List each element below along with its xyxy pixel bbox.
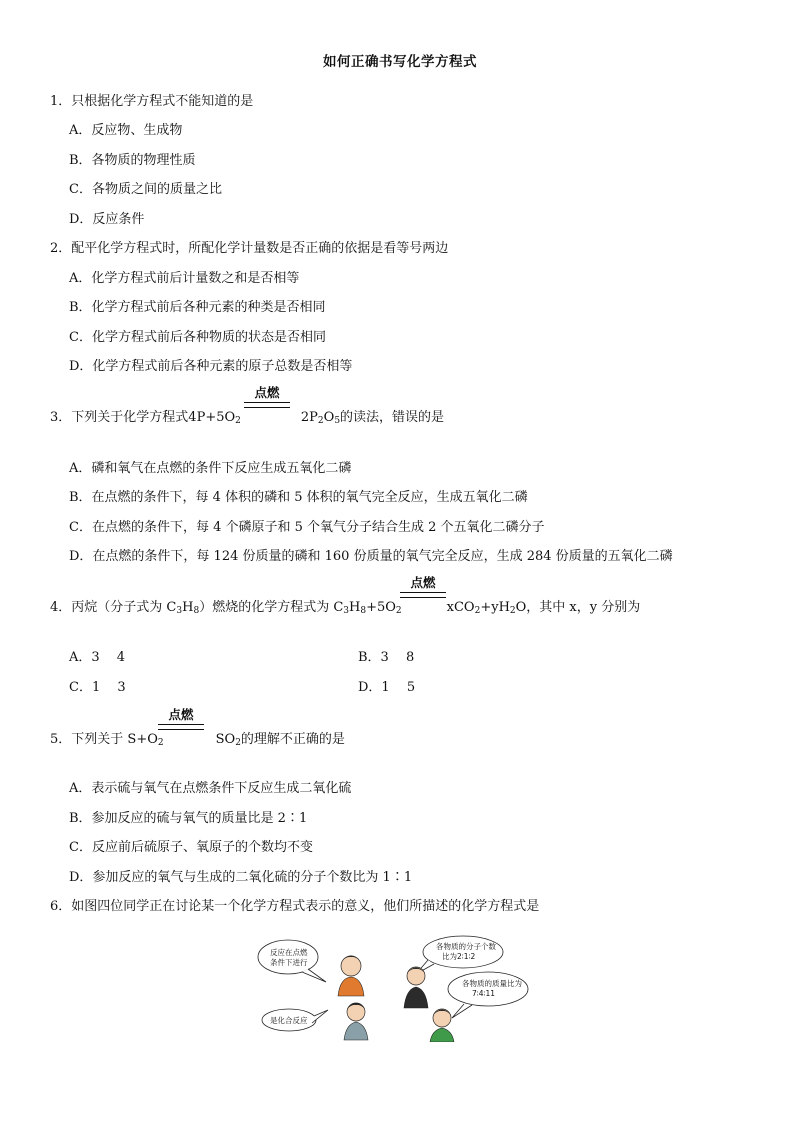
svg-text:各物质的分子个数: 各物质的分子个数 [436, 942, 496, 951]
question-number: 5． [50, 732, 72, 747]
reaction-condition [158, 705, 204, 730]
question-number: 6． [50, 899, 72, 914]
student-2 [404, 967, 428, 1008]
q5-option-c[interactable]: C．反应前后硫原子、氧原子的个数均不变 [69, 840, 313, 855]
q2-option-a[interactable]: A．化学方程式前后计量数之和是否相等 [69, 271, 300, 286]
q1-option-a[interactable]: A．反应物、生成物 [69, 123, 183, 138]
speech-bubble-1 [258, 940, 326, 982]
svg-text:条件下进行: 条件下进行 [270, 958, 308, 967]
q3-option-d[interactable]: D．在点燃的条件下，每 124 份质量的磷和 160 份质量的氧气完全反应，生成 284 份质量的五氧化二磷 [69, 549, 673, 564]
equals-sign [158, 724, 204, 730]
svg-text:比为2∶1∶2: 比为2∶1∶2 [442, 952, 476, 961]
q5-option-b[interactable]: B．参加反应的硫与氧气的质量比是 2∶1 [69, 811, 308, 826]
svg-text:7∶4∶11: 7∶4∶11 [472, 989, 495, 998]
q5-option-a[interactable]: A．表示硫与氧气在点燃条件下反应生成二氧化硫 [69, 781, 352, 796]
q4-option-b[interactable]: B．3 8 [358, 650, 415, 665]
student-4 [344, 1003, 368, 1040]
q4-option-d[interactable]: D．1 5 [358, 680, 416, 695]
question-4: 4．丙烷（分子式为 $C_3H_8$）燃烧的化学方程式为 $C_3H_8+5O_2$ $xCO_2+yH_2O$，其中 x，y 分别为 [50, 600, 641, 616]
question-stem: 只根据化学方程式不能知道的是 [71, 94, 254, 109]
condition-label: 点燃 [254, 385, 280, 400]
svg-text:是化合反应: 是化合反应 [270, 1016, 308, 1025]
equation-left: $4P+5O_2$ [188, 410, 241, 426]
question-stem: 配平化学方程式时，所配化学计量数是否正确的依据是看等号两边 [71, 241, 449, 256]
reaction-condition [244, 383, 290, 408]
q2-option-c[interactable]: C．化学方程式前后各种物质的状态是否相同 [69, 330, 326, 345]
q3-option-b[interactable]: B．在点燃的条件下，每 4 体积的磷和 5 体积的氧气完全反应，生成五氧化二磷 [69, 490, 528, 505]
speech-bubble-2 [416, 936, 503, 974]
q1-option-b[interactable]: B．各物质的物理性质 [69, 153, 196, 168]
svg-text:反应在点燃: 反应在点燃 [270, 948, 308, 957]
q5-option-d[interactable]: D．参加反应的氧气与生成的二氧化硫的分子个数比为 1∶1 [69, 870, 413, 885]
question-1 [50, 94, 253, 110]
condition-label: 点燃 [410, 575, 436, 590]
speech-bubble-4 [262, 1009, 328, 1031]
speech-bubble-3 [448, 972, 528, 1018]
question-number: 2． [50, 241, 72, 256]
equals-sign [244, 402, 290, 408]
question-number: 4． [50, 600, 72, 615]
question-number: 1． [50, 94, 72, 109]
student-3 [430, 1009, 454, 1042]
page-title: 如何正确书写化学方程式 [323, 54, 477, 70]
reaction-condition [400, 573, 446, 598]
q3-option-a[interactable]: A．磷和氧气在点燃的条件下反应生成五氧化二磷 [69, 461, 352, 476]
question-6 [50, 899, 539, 915]
question-5: 5．下列关于 $S+O_2$ $SO_2$的理解不正确的是 [50, 732, 345, 748]
q2-option-b[interactable]: B．化学方程式前后各种元素的种类是否相同 [69, 300, 326, 315]
question-3: 3．下列关于化学方程式$4P+5O_2$ $2P_2O_5$的读法，错误的是 [50, 410, 445, 426]
students-discussion-figure [256, 934, 556, 1042]
question-number: 3． [50, 410, 72, 425]
condition-label: 点燃 [168, 707, 194, 722]
q3-option-c[interactable]: C．在点燃的条件下，每 4 个磷原子和 5 个氧气分子结合生成 2 个五氧化二磷分子 [69, 520, 545, 535]
question-2 [50, 241, 448, 257]
q1-option-d[interactable]: D．反应条件 [69, 212, 145, 227]
student-1 [338, 956, 364, 997]
equals-sign [400, 592, 446, 598]
q2-option-d[interactable]: D．化学方程式前后各种元素的原子总数是否相等 [69, 359, 353, 374]
question-stem: 如图四位同学正在讨论某一个化学方程式表示的意义，他们所描述的化学方程式是 [71, 899, 540, 914]
svg-text:各物质的质量比为: 各物质的质量比为 [462, 979, 522, 988]
q1-option-c[interactable]: C．各物质之间的质量之比 [69, 182, 222, 197]
equation-right: $2P_2O_5$ [300, 410, 341, 426]
q4-option-c[interactable]: C．1 3 [69, 680, 126, 695]
q4-option-a[interactable]: A．3 4 [69, 650, 126, 665]
